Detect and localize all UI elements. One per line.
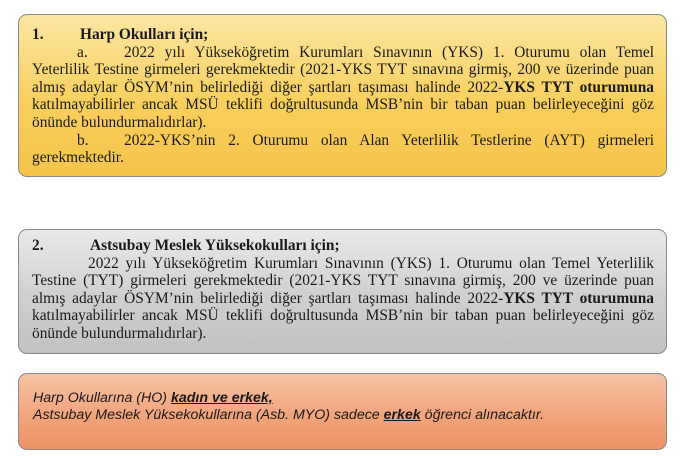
- item-a-marker: a.: [77, 43, 88, 61]
- section-2-line-1: 2022 yılı Yükseköğretim Kurumları Sınavının (YKS) 1. Oturumu olan Temel Yeterlilik: [88, 254, 654, 272]
- item-b-line-2: gerekmektedir.: [32, 149, 124, 167]
- item-a-line-1: a. 2022 yılı Yükseköğretim Kurumları Sınavının (YKS) 1. Oturumu olan Temel: [77, 43, 654, 61]
- note-emphasis-erkek: erkek: [383, 407, 421, 423]
- section-1-heading: [32, 26, 654, 44]
- section-1-number: 1.: [32, 26, 44, 43]
- section-astsubay-myo: [18, 229, 667, 354]
- item-a-line-4: katılmayabilirler ancak MSÜ teklifi doğrultusunda MSB’nin bir taban puan belirleyeceğini göz: [32, 96, 654, 114]
- section-2-title: Astsubay Meslek Yüksekokulları için;: [90, 237, 340, 254]
- item-b-line-1: b. 2022-YKS’nin 2. Oturumu olan Alan Yeterlilik Testlerine (AYT) girmeleri: [77, 131, 654, 149]
- item-a-line-2: Yeterlilik Testine girmeleri gerekmektedir (2021-YKS TYT sınavına girmiş, 200 ve üzerinde puan: [32, 61, 654, 79]
- note-line-1: Harp Okullarına (HO) kadın ve erkek,: [33, 390, 273, 406]
- note-line-2: Astsubay Meslek Yüksekokullarına (Asb. MYO) sadece erkek öğrenci alınacaktır.: [33, 407, 545, 423]
- admission-note: [18, 373, 667, 450]
- section-harp-okullari: [18, 14, 667, 177]
- section-1-title: Harp Okulları için;: [80, 26, 209, 43]
- note-emphasis-kadin-erkek: kadın ve erkek,: [170, 390, 273, 406]
- section-2-line-5: önünde bulundurmalıdırlar).: [32, 324, 207, 342]
- section-2-line-2: Testine (TYT) girmeleri gerekmektedir (2021-YKS TYT sınavına girmiş, 200 ve üzerinde puan: [32, 272, 654, 290]
- section-2-number: 2.: [32, 237, 44, 254]
- item-a-line-3: almış adaylar ÖSYM’nin belirlediği diğer şartları taşıması halinde 2022-YKS TYT oturumuna: [32, 78, 654, 96]
- item-b-marker: b.: [77, 131, 89, 149]
- section-2-line-4: katılmayabilirler ancak MSÜ teklifi doğrultusunda MSB’nin bir taban puan belirleyeceğini göz: [32, 307, 654, 325]
- item-a-line-5: önünde bulundurmalıdırlar).: [32, 113, 207, 131]
- section-2-heading: [32, 237, 654, 255]
- section-2-line-3: almış adaylar ÖSYM’nin belirlediği diğer şartları taşıması halinde 2022-YKS TYT oturumuna: [32, 289, 654, 307]
